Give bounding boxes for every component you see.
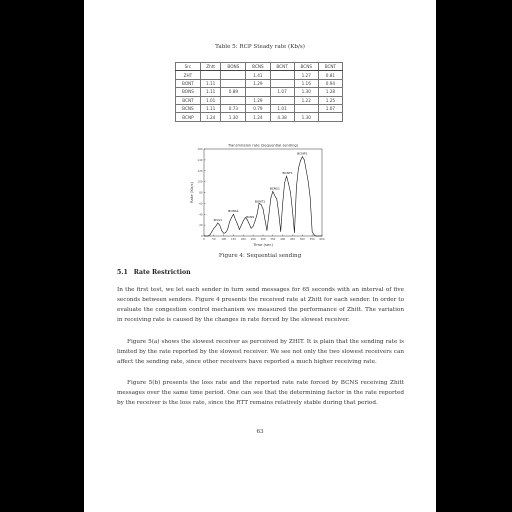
- table-cell: BONS: [176, 88, 201, 96]
- x-tick-label: 400: [280, 238, 286, 241]
- sender-annotation: ZhiS1: [213, 217, 223, 222]
- table-cell: 1.41: [246, 71, 270, 79]
- table-header-cell: Zhtt: [200, 63, 221, 71]
- table-cell: 0.81: [318, 71, 342, 79]
- table-caption: Table 5: RCP Steady rate (Kb/s): [215, 44, 305, 50]
- rate-data-point: [247, 219, 248, 220]
- y-tick-label: 20: [199, 224, 203, 228]
- rate-data-point: [292, 211, 293, 212]
- table-cell: [318, 113, 342, 121]
- rate-data-point: [271, 198, 272, 199]
- y-tick-label: 120: [197, 169, 203, 173]
- rate-data-point: [231, 217, 232, 218]
- x-tick-label: 0: [203, 238, 205, 241]
- rate-data-point: [221, 230, 222, 231]
- rate-data-point: [298, 168, 299, 169]
- rate-data-point: [216, 226, 217, 227]
- rate-data-point: [278, 213, 279, 214]
- table-cell: 1.30: [294, 113, 318, 121]
- rate-data-point: [265, 219, 266, 220]
- rate-data-point: [243, 221, 244, 222]
- table-cell: 0.94: [318, 79, 342, 87]
- table-cell: [270, 71, 294, 79]
- sender-annotation: BONS1: [228, 209, 239, 214]
- rate-data-point: [257, 214, 258, 215]
- x-tick-label: 450: [290, 238, 295, 241]
- rate-data-point: [269, 214, 270, 215]
- rate-data-point: [312, 231, 313, 232]
- section-number: 5.1: [117, 269, 128, 276]
- table-cell: [246, 88, 270, 96]
- paragraph: Figure 5(a) shows the slowest receiver as perceived by ZHIT. It is plain that the sending rate is limited by the rate reported by the slowest receiver. We see not only the two slowest receivers can affect the sending rate, since other receivers have reported a much higher receiving rate.: [117, 339, 404, 365]
- rate-data-point: [302, 156, 303, 157]
- table-cell: [270, 79, 294, 87]
- table-header-cell: BCNS: [294, 63, 318, 71]
- sender-annotation: BCNS: [246, 215, 255, 220]
- rate-data-point: [251, 228, 252, 229]
- x-axis-label: Time (sec): [253, 242, 273, 247]
- table-cell: [221, 79, 246, 87]
- table-row: [176, 88, 343, 96]
- rate-data-point: [282, 203, 283, 204]
- rate-data-point: [306, 171, 307, 172]
- paragraph: In the first test, we let each sender in turn send messages for 65 seconds with an interval of five seconds between senders. Figure 4 presents the received rate at Zhitt for each sender. In order to evaluate the congestion control mechanism we measured the performance of Zhitt. The variation in receiving rate is caused by the changes in rate forced by the slowest receiver.: [117, 287, 404, 323]
- rate-data-point: [288, 184, 289, 185]
- table-cell: 0.73: [221, 104, 246, 112]
- table-header-cell: Src: [176, 63, 201, 71]
- table-row: [176, 96, 343, 104]
- table-header-cell: BCNT: [318, 63, 342, 71]
- rate-data-point: [310, 198, 311, 199]
- sender-annotation: BCNP1: [297, 151, 308, 156]
- table-cell: 1.24: [200, 113, 221, 121]
- y-tick-label: 140: [197, 158, 203, 162]
- rate-data-point: [237, 224, 238, 225]
- table-cell: 1.30: [221, 113, 246, 121]
- rate-data-point: [214, 228, 215, 229]
- table-cell: [221, 71, 246, 79]
- rate-data-point: [267, 230, 268, 231]
- y-tick-label: 60: [199, 202, 203, 206]
- x-tick-label: 300: [260, 238, 266, 241]
- rate-data-point: [277, 199, 278, 200]
- rate-data-point: [280, 231, 281, 232]
- table-cell: 1.16: [294, 79, 318, 87]
- y-axis-label: Rate (Kb/s): [189, 181, 194, 204]
- table-cell: 4.38: [270, 113, 294, 121]
- rate-data-point: [249, 224, 250, 225]
- section-heading: [117, 269, 191, 276]
- table-cell: 1.11: [200, 79, 221, 87]
- table-row: [176, 71, 343, 79]
- x-tick-label: 200: [240, 238, 246, 241]
- rate-data-point: [229, 222, 230, 223]
- y-tick-label: 100: [197, 180, 203, 184]
- rate-data-point: [206, 236, 207, 237]
- table-cell: 0.79: [246, 104, 270, 112]
- x-tick-label: 250: [250, 238, 256, 241]
- section-title: Rate Restriction: [133, 269, 191, 276]
- table-cell: 0.89: [221, 88, 246, 96]
- rate-data-point: [263, 209, 264, 210]
- y-tick-label: 80: [199, 191, 203, 195]
- rate-data-point: [290, 192, 291, 193]
- table-cell: 1.07: [318, 104, 342, 112]
- rate-data-point: [300, 161, 301, 162]
- rate-data-point: [223, 233, 224, 234]
- table-cell: [221, 96, 246, 104]
- rate-data-point: [253, 226, 254, 227]
- rate-data-point: [304, 160, 305, 161]
- table-row: [176, 79, 343, 87]
- sender-annotation: BONT1: [254, 199, 266, 204]
- rate-data-point: [208, 236, 209, 237]
- x-tick-label: 600: [319, 238, 325, 241]
- sender-annotation: BCNT1: [282, 171, 293, 176]
- sequential-sending-figure: [84, 139, 436, 251]
- rate-data-point: [241, 225, 242, 226]
- x-tick-label: 550: [309, 238, 315, 241]
- table-header-cell: BCNS: [246, 63, 270, 71]
- x-tick-label: 150: [231, 238, 236, 241]
- rate-data-point: [296, 187, 297, 188]
- rate-data-point: [227, 229, 228, 230]
- y-tick-label: 0: [200, 235, 203, 238]
- paragraph: Figure 5(b) presents the loss rate and the reported rate rate forced by BCNS receiving Zhitt messages over the same time period. One can see that the determining factor in the rate reported by the receiver is the loss rate, since the RTT remains relatively stable during that period.: [117, 380, 404, 406]
- table-cell: [270, 96, 294, 104]
- table-cell: 1.27: [294, 71, 318, 79]
- rate-data-point: [218, 223, 219, 224]
- rate-data-point: [314, 235, 315, 236]
- table-cell: 1.07: [270, 88, 294, 96]
- page-number: 63: [256, 429, 264, 435]
- rate-data-point: [308, 181, 309, 182]
- table-cell: 1.11: [200, 104, 221, 112]
- rate-data-point: [320, 236, 321, 237]
- table-cell: BONT: [176, 79, 201, 87]
- chart-title: Transmission rate (Sequential sending): [227, 143, 299, 148]
- table-cell: 1.24: [246, 113, 270, 121]
- table-cell: 1.29: [246, 79, 270, 87]
- rate-data-point: [294, 232, 295, 233]
- rate-data-point: [210, 235, 211, 236]
- table-cell: 1.01: [270, 104, 294, 112]
- figure-caption: Figure 4: Sequential sending: [218, 253, 302, 259]
- x-tick-label: 350: [270, 238, 276, 241]
- rate-data-point: [284, 182, 285, 183]
- table-cell: 1.30: [294, 88, 318, 96]
- table-cell: 1.28: [318, 88, 342, 96]
- table-header-cell: BCNT: [270, 63, 294, 71]
- rate-data-point: [261, 204, 262, 205]
- table-row: [176, 113, 343, 121]
- table-cell: ZHT: [176, 71, 201, 79]
- table-cell: 1.11: [200, 88, 221, 96]
- rate-data-point: [275, 196, 276, 197]
- rate-data-point: [322, 236, 323, 237]
- rate-data-point: [235, 219, 236, 220]
- rate-data-point: [204, 236, 205, 237]
- rate-data-point: [273, 191, 274, 192]
- table-cell: BCNP: [176, 113, 201, 121]
- rate-data-point: [219, 225, 220, 226]
- rate-data-point: [255, 221, 256, 222]
- rate-data-point: [239, 229, 240, 230]
- document-page: [84, 0, 436, 512]
- rate-line-chart: [84, 139, 436, 251]
- table-cell: BCNS: [176, 104, 201, 112]
- rate-series-line: [204, 157, 322, 236]
- rate-data-point: [233, 214, 234, 215]
- plot-frame: [204, 149, 322, 236]
- rate-data-point: [212, 231, 213, 232]
- table-cell: 1.25: [318, 96, 342, 104]
- rate-data-point: [316, 236, 317, 237]
- x-tick-label: 100: [221, 238, 227, 241]
- table-cell: [294, 104, 318, 112]
- table-header-cell: BONS: [221, 63, 246, 71]
- table-cell: [200, 71, 221, 79]
- rate-data-point: [225, 232, 226, 233]
- x-tick-label: 50: [212, 238, 216, 241]
- x-tick-label: 500: [299, 238, 305, 241]
- table-header-row: [176, 63, 343, 71]
- table-cell: BCNT: [176, 96, 201, 104]
- y-tick-label: 40: [199, 213, 203, 217]
- sender-annotation: BCNS1: [269, 186, 280, 191]
- table-cell: 1.01: [200, 96, 221, 104]
- table-row: [176, 104, 343, 112]
- y-tick-label: 160: [197, 148, 203, 151]
- rate-table: [175, 62, 343, 122]
- rate-data-point: [286, 176, 287, 177]
- rate-data-point: [318, 236, 319, 237]
- table-cell: 1.29: [246, 96, 270, 104]
- table-cell: 1.22: [294, 96, 318, 104]
